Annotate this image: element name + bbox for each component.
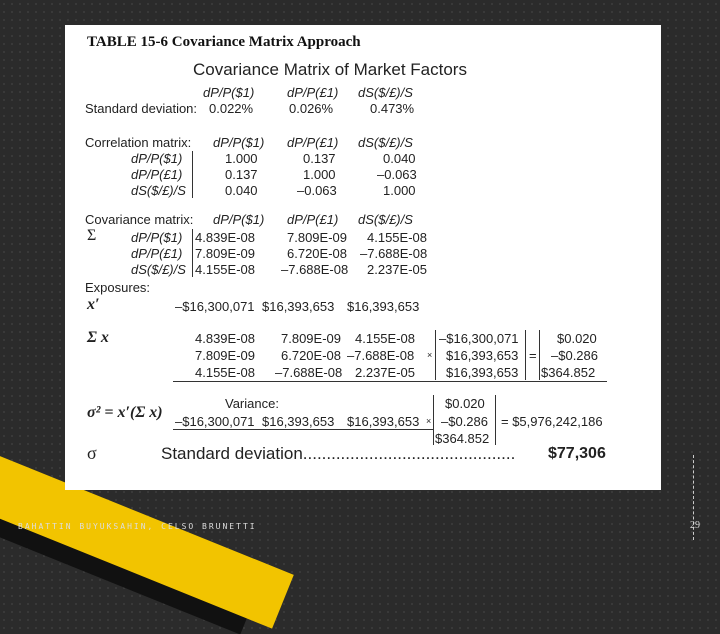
sigmax-cell: 4.839E-08 (195, 331, 255, 346)
std-dev-value: 0.473% (370, 101, 415, 116)
matrix-heading: Covariance Matrix of Market Factors (193, 60, 467, 79)
cov-cell: 6.720E-08 (287, 246, 347, 261)
row-vector-cell: –$16,300,071 (175, 414, 255, 429)
exposures-label: Exposures: (85, 280, 151, 295)
std-dev-result-value: $77,306 (548, 445, 606, 462)
cov-row-name: dP/P(£1) (131, 246, 183, 261)
table-title: TABLE 15-6 Covariance Matrix Approach (87, 34, 361, 50)
exposure-vector: $16,393,653 (446, 348, 519, 363)
cov-header: dP/P(£1) (287, 212, 339, 227)
exposure-value: –$16,300,071 (175, 299, 255, 314)
col-vector-cell: $0.020 (445, 396, 485, 411)
cov-divider (192, 229, 193, 277)
cov-cell: 2.237E-05 (367, 262, 427, 277)
sigmax-cell: 6.720E-08 (281, 348, 341, 363)
footer-authors: BAHATTIN BUYUKSAHIN, CELSO BRUNETTI (18, 522, 257, 531)
sigmax-cell: 4.155E-08 (355, 331, 415, 346)
section-rule (173, 381, 607, 382)
corr-cell: –0.063 (377, 167, 417, 182)
result-vector: $364.852 (541, 365, 596, 380)
sigmax-cell: –7.688E-08 (275, 365, 343, 380)
corr-cell: 1.000 (303, 167, 336, 182)
corr-cell: 1.000 (225, 151, 258, 166)
exposure-vector: –$16,300,071 (439, 331, 519, 346)
cov-header: dP/P($1) (213, 212, 265, 227)
sigmax-cell: 7.809E-09 (195, 348, 255, 363)
corr-cell: 0.137 (303, 151, 336, 166)
exposure-vector: $16,393,653 (446, 365, 519, 380)
std-dev-value: 0.026% (289, 101, 334, 116)
cov-row-name: dP/P($1) (131, 230, 183, 245)
times-sign: × (427, 350, 433, 360)
page-number: 29 (690, 520, 700, 531)
sigma-symbol: Σ (87, 227, 97, 244)
result-vector: –$0.286 (551, 348, 598, 363)
col-vector-cell: –$0.286 (441, 414, 488, 429)
col-vector-cell: $364.852 (435, 431, 490, 446)
correlation-label: Correlation matrix: (85, 135, 192, 150)
variance-result: = $5,976,242,186 (501, 414, 603, 429)
exposure-value: $16,393,653 (347, 299, 420, 314)
factor-header-1: dP/P($1) (203, 85, 255, 100)
corr-cell: 0.137 (225, 167, 258, 182)
cov-cell: 4.839E-08 (195, 230, 255, 245)
corr-header: dP/P(£1) (287, 135, 339, 150)
vector-bracket (435, 330, 436, 380)
equals-sign: = (529, 348, 537, 363)
cov-cell: 7.809E-09 (195, 246, 255, 261)
vector-bracket (433, 395, 434, 445)
vector-bracket (525, 330, 526, 380)
corr-row-name: dP/P($1) (131, 151, 183, 166)
x-prime-symbol: x′ (87, 296, 100, 313)
variance-formula: σ² = x′(Σ x) (87, 404, 163, 421)
cov-cell: 7.809E-09 (287, 230, 347, 245)
cov-header: dS($/£)/S (358, 212, 413, 227)
corr-cell: –0.063 (297, 183, 337, 198)
factor-header-2: dP/P(£1) (287, 85, 339, 100)
sigmax-cell: 4.155E-08 (195, 365, 255, 380)
row-vector-cell: $16,393,653 (347, 414, 420, 429)
covariance-label: Covariance matrix: (85, 212, 194, 227)
cov-cell: 4.155E-08 (367, 230, 427, 245)
exposure-value: $16,393,653 (262, 299, 335, 314)
corr-cell: 0.040 (225, 183, 258, 198)
corr-header: dS($/£)/S (358, 135, 413, 150)
cov-cell: –7.688E-08 (360, 246, 428, 261)
corr-cell: 1.000 (383, 183, 416, 198)
slide-content (65, 25, 661, 490)
sigmax-cell: 2.237E-05 (355, 365, 415, 380)
std-dev-value: 0.022% (209, 101, 254, 116)
cov-cell: 4.155E-08 (195, 262, 255, 277)
result-vector: $0.020 (557, 331, 597, 346)
sigma-lower-symbol: σ (87, 443, 97, 463)
sigma-x-symbol: Σ x (87, 329, 109, 346)
std-dev-result-label: Standard deviation............................................. (161, 444, 516, 463)
variance-label: Variance: (225, 396, 279, 411)
cov-row-name: dS($/£)/S (131, 262, 186, 277)
std-dev-label: Standard deviation: (85, 101, 198, 116)
vector-rule (173, 429, 433, 430)
corr-divider (192, 151, 193, 198)
corr-header: dP/P($1) (213, 135, 265, 150)
vector-bracket (539, 330, 540, 380)
factor-header-3: dS($/£)/S (358, 85, 413, 100)
sigmax-cell: –7.688E-08 (347, 348, 415, 363)
corr-cell: 0.040 (383, 151, 416, 166)
vector-bracket (495, 395, 496, 445)
sigmax-cell: 7.809E-09 (281, 331, 341, 346)
corr-row-name: dP/P(£1) (131, 167, 183, 182)
row-vector-cell: $16,393,653 (262, 414, 335, 429)
cov-cell: –7.688E-08 (281, 262, 349, 277)
times-sign: × (426, 416, 432, 426)
corr-row-name: dS($/£)/S (131, 183, 186, 198)
